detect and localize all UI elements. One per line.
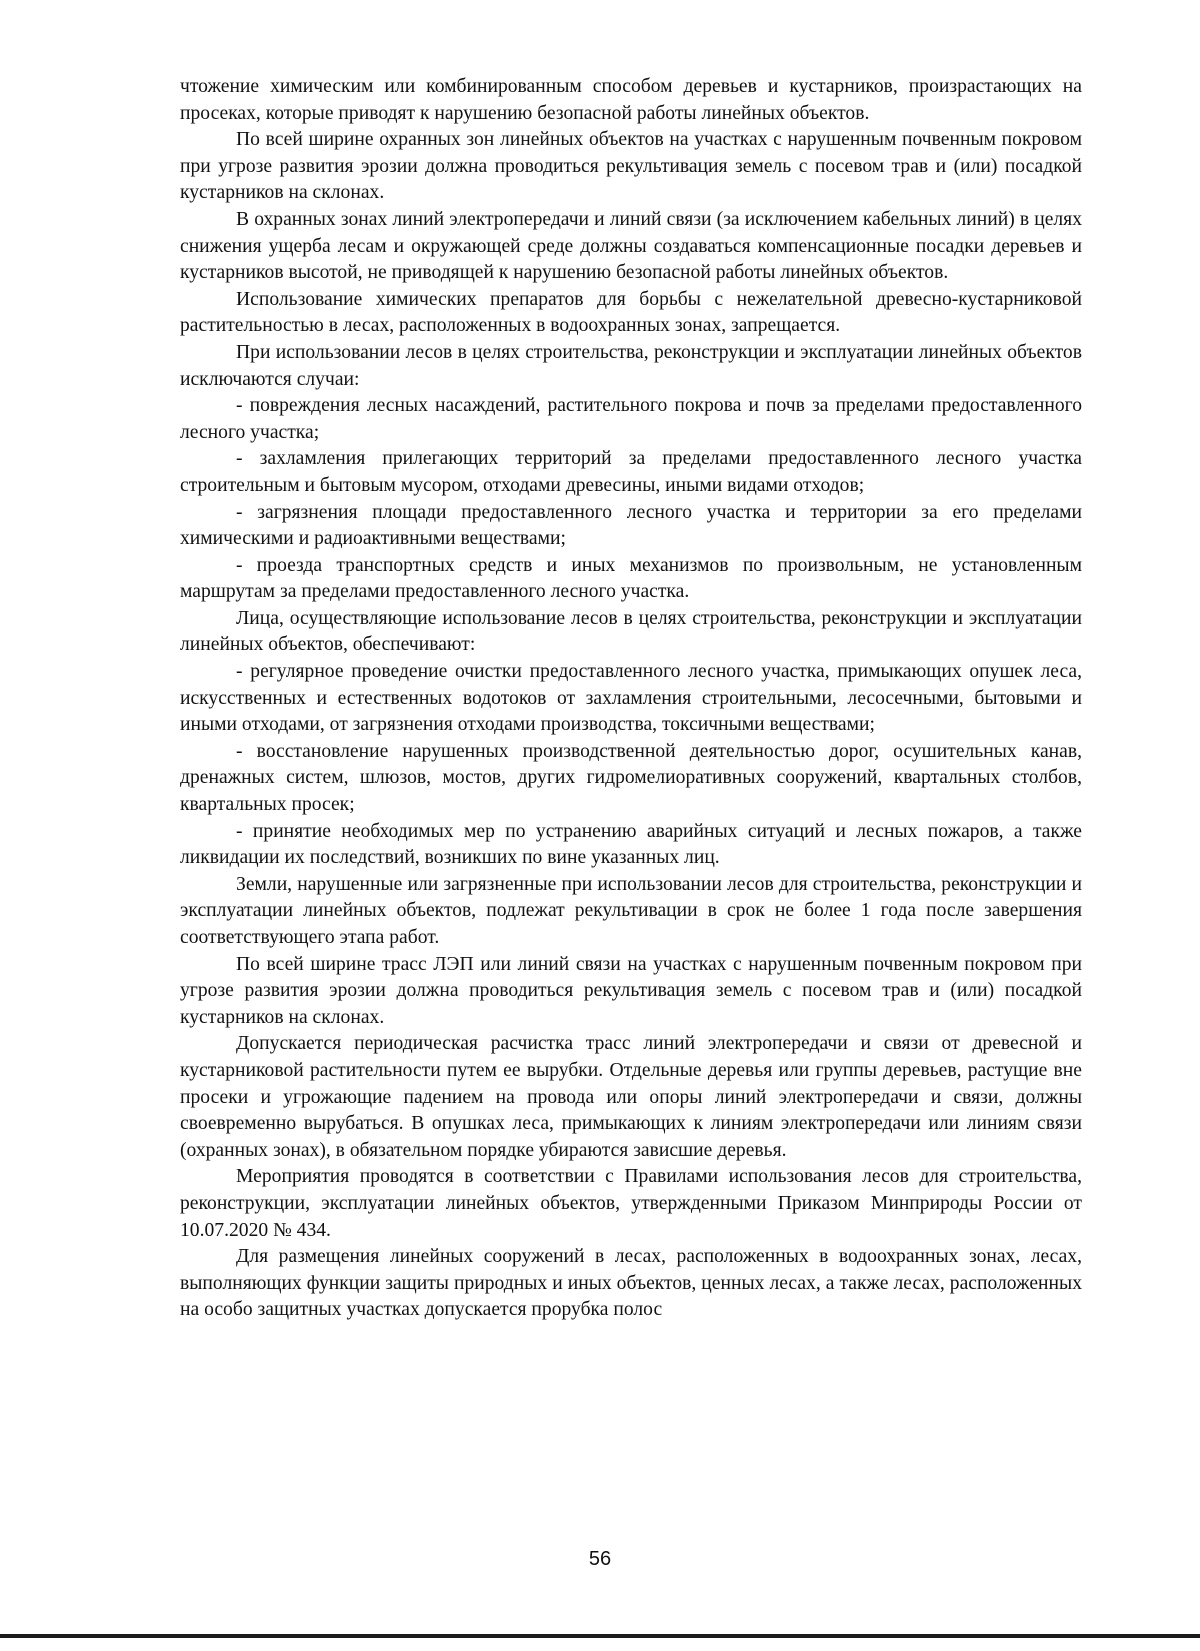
list-item: - принятие необходимых мер по устранению аварийных ситуаций и лесных пожаров, а также ликвидации их последствий, возникших по вине указанных лиц. <box>180 820 1082 869</box>
paragraph: Допускается периодическая расчистка трасс линий электропередачи и связи от древесной и кустарниковой растительности путем ее вырубки. Отдельные деревья или группы деревьев, растущие вне просеки и угрожающие падением на провода или опоры линий электропередачи и связи, должны своевременно вырубаться. В опушках леса, примыкающих к линиям электропередачи или линиям связи (охранных зонах), в обязательном порядке убираются зависшие деревья. <box>180 1033 1082 1161</box>
paragraph: При использовании лесов в целях строительства, реконструкции и эксплуатации линейных объектов исключаются случаи: <box>180 341 1082 390</box>
page-number: 56 <box>588 1548 612 1570</box>
list-item: - загрязнения площади предоставленного лесного участка и территории за его пределами химическими и радиоактивными веществами; <box>180 501 1082 550</box>
paragraph: По всей ширине охранных зон линейных объектов на участках с нарушенным почвенным покровом при угрозе развития эрозии должна проводиться рекультивация земель с посевом трав и (или) посадкой кустарников на склонах. <box>180 129 1082 204</box>
bottom-divider <box>0 1634 1200 1638</box>
paragraph: Для размещения линейных сооружений в лесах, расположенных в водоохранных зонах, лесах, выполняющих функции защиты природных и иных объектов, ценных лесах, а также лесах, расположенных на особо защитных участках допускается прорубка полос <box>180 1246 1082 1321</box>
paragraph: Земли, нарушенные или загрязненные при использовании лесов для строительства, реконструкции и эксплуатации линейных объектов, подлежат рекультивации в срок не более 1 года после завершения соответствующего этапа работ. <box>180 873 1082 948</box>
paragraph: Лица, осуществляющие использование лесов в целях строительства, реконструкции и эксплуатации линейных объектов, обеспечивают: <box>180 607 1082 656</box>
paragraph: По всей ширине трасс ЛЭП или линий связи на участках с нарушенным почвенным покровом при угрозе развития эрозии должна проводиться рекультивация земель с посевом трав и (или) посадкой кустарников на склонах. <box>180 953 1082 1028</box>
body-text <box>180 74 1082 1324</box>
paragraph: Использование химических препаратов для борьбы с нежелательной древесно-кустарниковой растительностью в лесах, расположенных в водоохранных зонах, запрещается. <box>180 288 1082 337</box>
list-item: - регулярное проведение очистки предоставленного лесного участка, примыкающих опушек леса, искусственных и естественных водотоков от захламления строительными, лесосечными, бытовыми и иными отходами, от загрязнения отходами производства, токсичными веществами; <box>180 661 1082 736</box>
paragraph: В охранных зонах линий электропередачи и линий связи (за исключением кабельных линий) в целях снижения ущерба лесам и окружающей среде должны создаваться компенсационные посадки деревьев и кустарников высотой, не приводящей к нарушению безопасной работы линейных объектов. <box>180 208 1082 284</box>
list-item: - повреждения лесных насаждений, растительного покрова и почв за пределами предоставленного лесного участка; <box>180 395 1082 443</box>
list-item: - восстановление нарушенных производственной деятельностью дорог, осушительных канав, дренажных систем, шлюзов, мостов, других гидромелиоративных сооружений, квартальных столбов, квартальных просек; <box>180 740 1082 816</box>
list-item: - захламления прилегающих территорий за пределами предоставленного лесного участка строительным и бытовым мусором, отходами древесины, иными видами отходов; <box>180 448 1082 496</box>
paragraph: Мероприятия проводятся в соответствии с Правилами использования лесов для строительства, реконструкции, эксплуатации линейных объектов, утвержденными Приказом Минприроды России от 10.07.2020 № 434. <box>180 1166 1082 1241</box>
list-item: - проезда транспортных средств и иных механизмов по произвольным, не установленным маршрутам за пределами предоставленного лесного участка. <box>180 554 1082 603</box>
paragraph: чтожение химическим или комбинированным способом деревьев и кустарников, произрастающих на просеках, которые приводят к нарушению безопасной работы линейных объектов. <box>180 76 1082 124</box>
